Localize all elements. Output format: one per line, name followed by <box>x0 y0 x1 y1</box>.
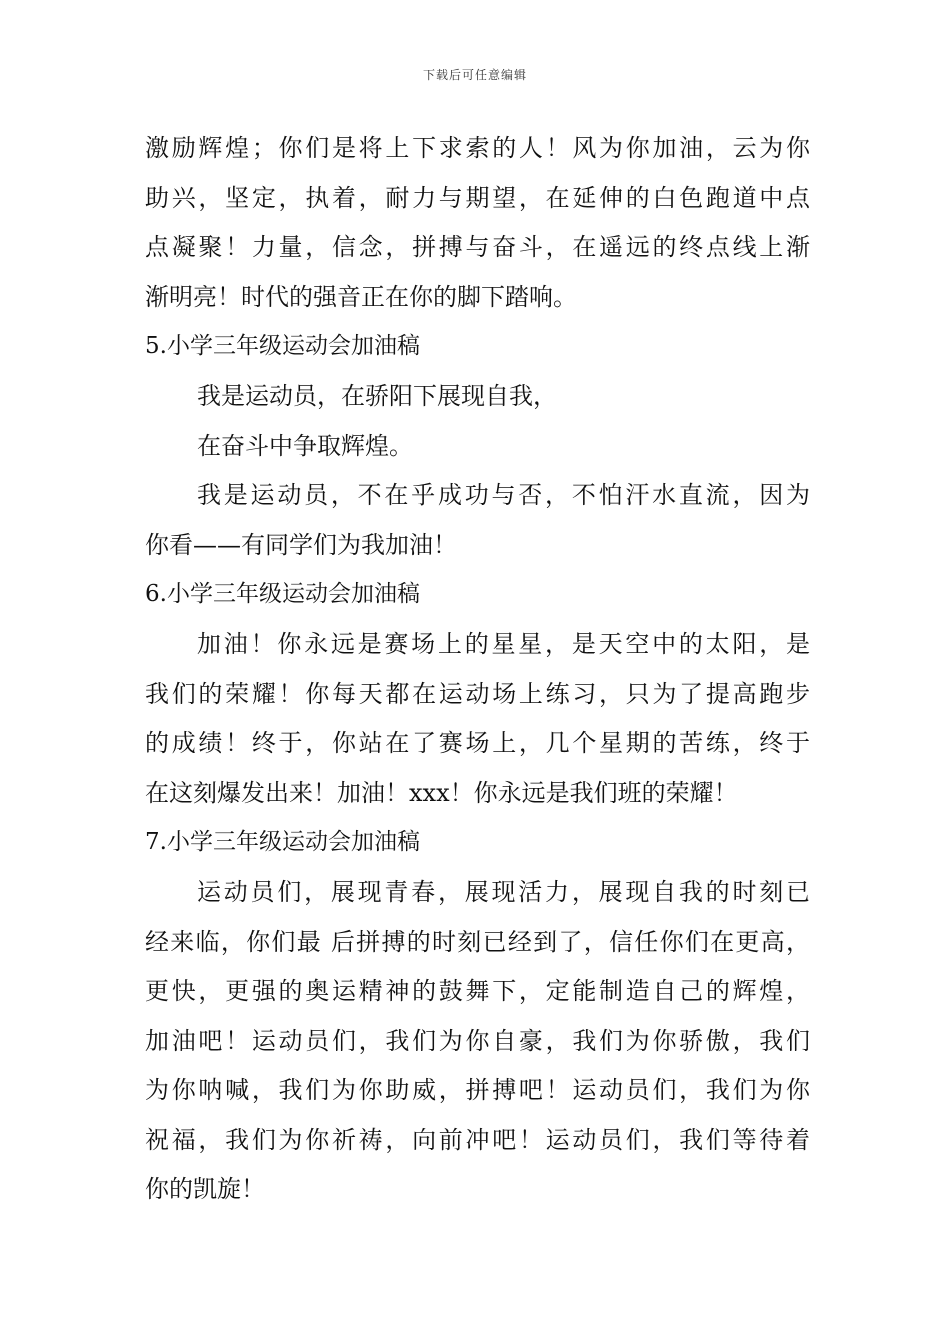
text-line-1: 激励辉煌；你们是将上下求索的人！风为你加油，云为你 <box>145 134 810 162</box>
text-line-9: 你看——有同学们为我加油！ <box>145 530 457 559</box>
text-line-11: 加油！你永远是赛场上的星星，是天空中的太阳，是 <box>197 629 810 658</box>
text-line-16: 运动员们，展现青春，展现活力，展现自我的时刻已 <box>197 877 810 906</box>
text-line-14: 在这刻爆发出来！加油！xxx！你永远是我们班的荣耀！ <box>145 778 738 807</box>
text-line-2: 助兴，坚定，执着，耐力与期望，在延伸的白色跑道中点 <box>145 183 810 212</box>
text-line-13: 的成绩！终于，你站在了赛场上，几个星期的苦练，终于 <box>145 729 810 758</box>
text-line-18: 更快，更强的奥运精神的鼓舞下，定能制造自己的辉煌， <box>145 977 810 1006</box>
text-line-17: 经来临，你们最 后拼搏的时刻已经到了，信任你们在更高， <box>145 927 810 956</box>
text-line-8: 我是运动员，不在乎成功与否，不怕汗水直流，因为 <box>197 481 810 510</box>
text-line-7: 在奋斗中争取辉煌。 <box>197 431 413 460</box>
section-heading-5: 5.小学三年级运动会加油稿 <box>145 333 420 360</box>
page-header-note: 下载后可任意编辑 <box>422 68 527 82</box>
text-line-6: 我是运动员，在骄阳下展现自我， <box>197 381 557 410</box>
text-line-20: 为你呐喊，我们为你助威，拼搏吧！运动员们，我们为你 <box>145 1076 810 1105</box>
document-body <box>145 124 810 1215</box>
text-line-12: 我们的荣耀！你每天都在运动场上练习，只为了提高跑步 <box>145 679 810 708</box>
text-line-3: 点凝聚！力量，信念，拼搏与奋斗，在遥远的终点线上渐 <box>145 233 810 262</box>
text-line-4: 渐明亮！时代的强音正在你的脚下踏响。 <box>145 282 577 311</box>
section-heading-7: 7.小学三年级运动会加油稿 <box>145 829 420 856</box>
text-line-22: 你的凯旋！ <box>145 1175 265 1204</box>
text-line-21: 祝福，我们为你祈祷，向前冲吧！运动员们，我们等待着 <box>145 1125 810 1154</box>
text-line-19: 加油吧！运动员们，我们为你自豪，我们为你骄傲，我们 <box>145 1026 810 1055</box>
section-heading-6: 6.小学三年级运动会加油稿 <box>145 581 420 608</box>
